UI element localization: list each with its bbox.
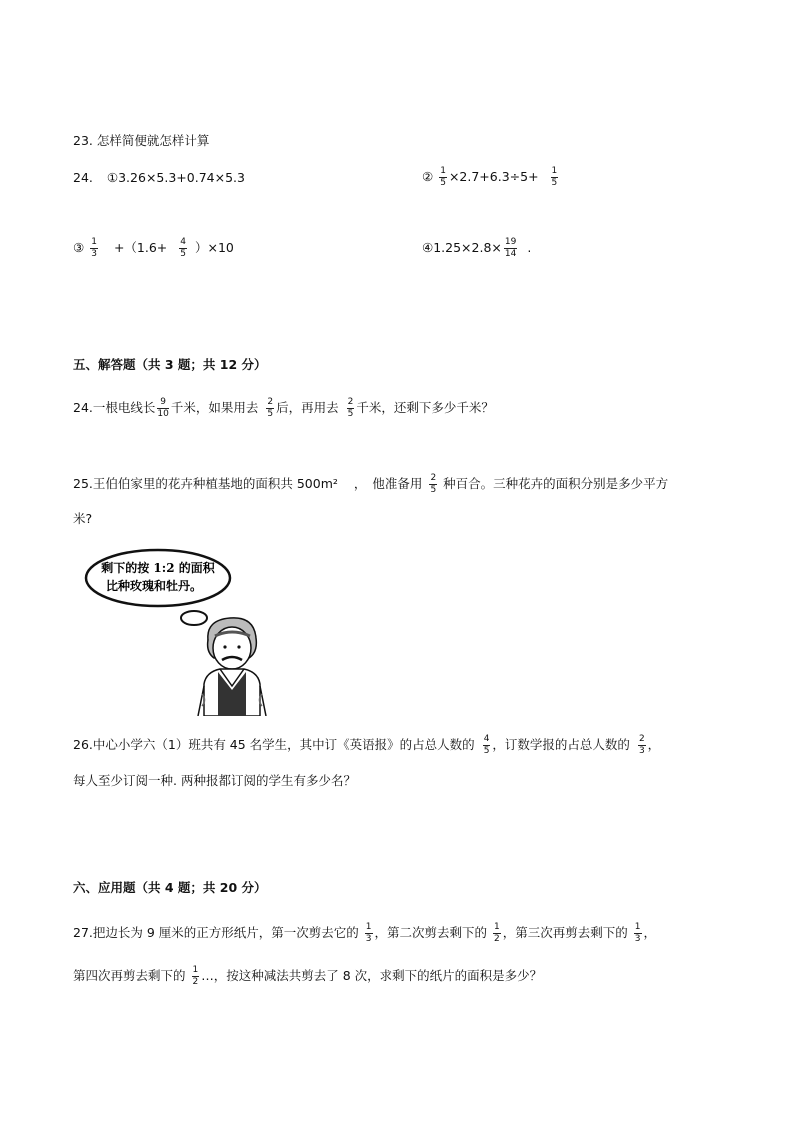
cartoon-figure — [84, 548, 284, 716]
fraction: $\frac{9}{10}$ — [157, 397, 169, 419]
speech-bubble-line1: 剩下的按 1:2 的面积 — [101, 561, 215, 575]
fraction: $\frac{4}{5}$ — [180, 237, 186, 259]
question-24-calc-part4 — [422, 238, 531, 259]
question-24-calc-part1 — [73, 172, 245, 185]
expression: 1.25×2.8× — [433, 240, 502, 255]
question-27: 27.把边长为 9 厘米的正方形纸片，第一次剪去它的 $\frac{1}{3}$ ，第二次剪去剩下的 $\frac{1}{2}$ ，第三次再剪去剩下的 $\frac{1}{3}$ ， — [73, 922, 657, 944]
fraction: $\frac{2}{5}$ — [430, 473, 437, 495]
question-label: 24. — [73, 170, 93, 185]
old-man-illustration — [84, 548, 284, 716]
circled-number: ③ — [73, 240, 85, 255]
question-26: 26.中心小学六（1）班共有 45 名学生，其中订《英语报》的占总人数的 $\frac{4}{5}$ ，订数学报的占总人数的 $\frac{2}{3}$ ， — [73, 734, 661, 756]
question-24-calc-part2 — [422, 167, 560, 188]
circled-number: ④ — [422, 240, 434, 255]
period: . — [527, 240, 532, 255]
expression: ×2.7+6.3÷5+ — [448, 169, 539, 184]
question-26-continued: 每人至少订阅一种. 两种报都订阅的学生有多少名？ — [73, 773, 356, 788]
fraction: $\frac{1}{3}$ — [365, 922, 372, 944]
section-6-heading: 六、应用题（共 4 题；共 20 分） — [73, 880, 267, 895]
question-27-continued: 第四次再剪去剩下的 $\frac{1}{2}$ …，按这种减法共剪去了 8 次，求剩下的纸片的面积是多少？ — [73, 965, 543, 987]
fraction: $\frac{2}{3}$ — [638, 734, 645, 756]
section-5-heading: 五、解答题（共 3 题；共 12 分） — [73, 357, 267, 372]
fraction: $\frac{1}{5}$ — [551, 166, 558, 188]
circled-number: ② — [422, 169, 434, 184]
old-man — [198, 618, 266, 716]
question-24: 24.一根电线长 $\frac{9}{10}$ 千米，如果用去 $\frac{2}{5}$ 后，再用去 $\frac{2}{5}$ 千米，还剩下多少千米？ — [73, 397, 494, 419]
circled-number: ① — [106, 170, 119, 185]
speech-bubble-line2: 比种玫瑰和牡丹。 — [105, 579, 203, 593]
expression: ）×10 — [195, 240, 234, 255]
question-23-text: 23. 怎样简便就怎样计算 — [73, 133, 210, 148]
fraction: $\frac{1}{3}$ — [634, 922, 641, 944]
fraction: $\frac{2}{5}$ — [347, 397, 354, 419]
question-25: 25.王伯伯家里的花卉种植基地的面积共 500m² ， 他准备用 $\frac{2}{5}$ 种百合。三种花卉的面积分别是多少平方 — [73, 473, 669, 495]
fraction: $\frac{4}{5}$ — [483, 734, 490, 756]
question-24-calc-part3 — [73, 238, 234, 259]
fraction: $\frac{1}{2}$ — [192, 965, 199, 987]
fraction: $\frac{2}{5}$ — [267, 397, 274, 419]
fraction: $\frac{1}{2}$ — [494, 922, 500, 944]
expression: +（1.6+ — [113, 240, 168, 255]
fraction: $\frac{19}{14}$ — [504, 237, 517, 259]
fraction: $\frac{1}{5}$ — [440, 166, 446, 188]
question-25-continued: 米? — [73, 511, 93, 526]
fraction: $\frac{1}{3}$ — [91, 237, 97, 259]
question-23 — [73, 135, 209, 148]
expression: 3.26×5.3+0.74×5.3 — [118, 170, 245, 185]
